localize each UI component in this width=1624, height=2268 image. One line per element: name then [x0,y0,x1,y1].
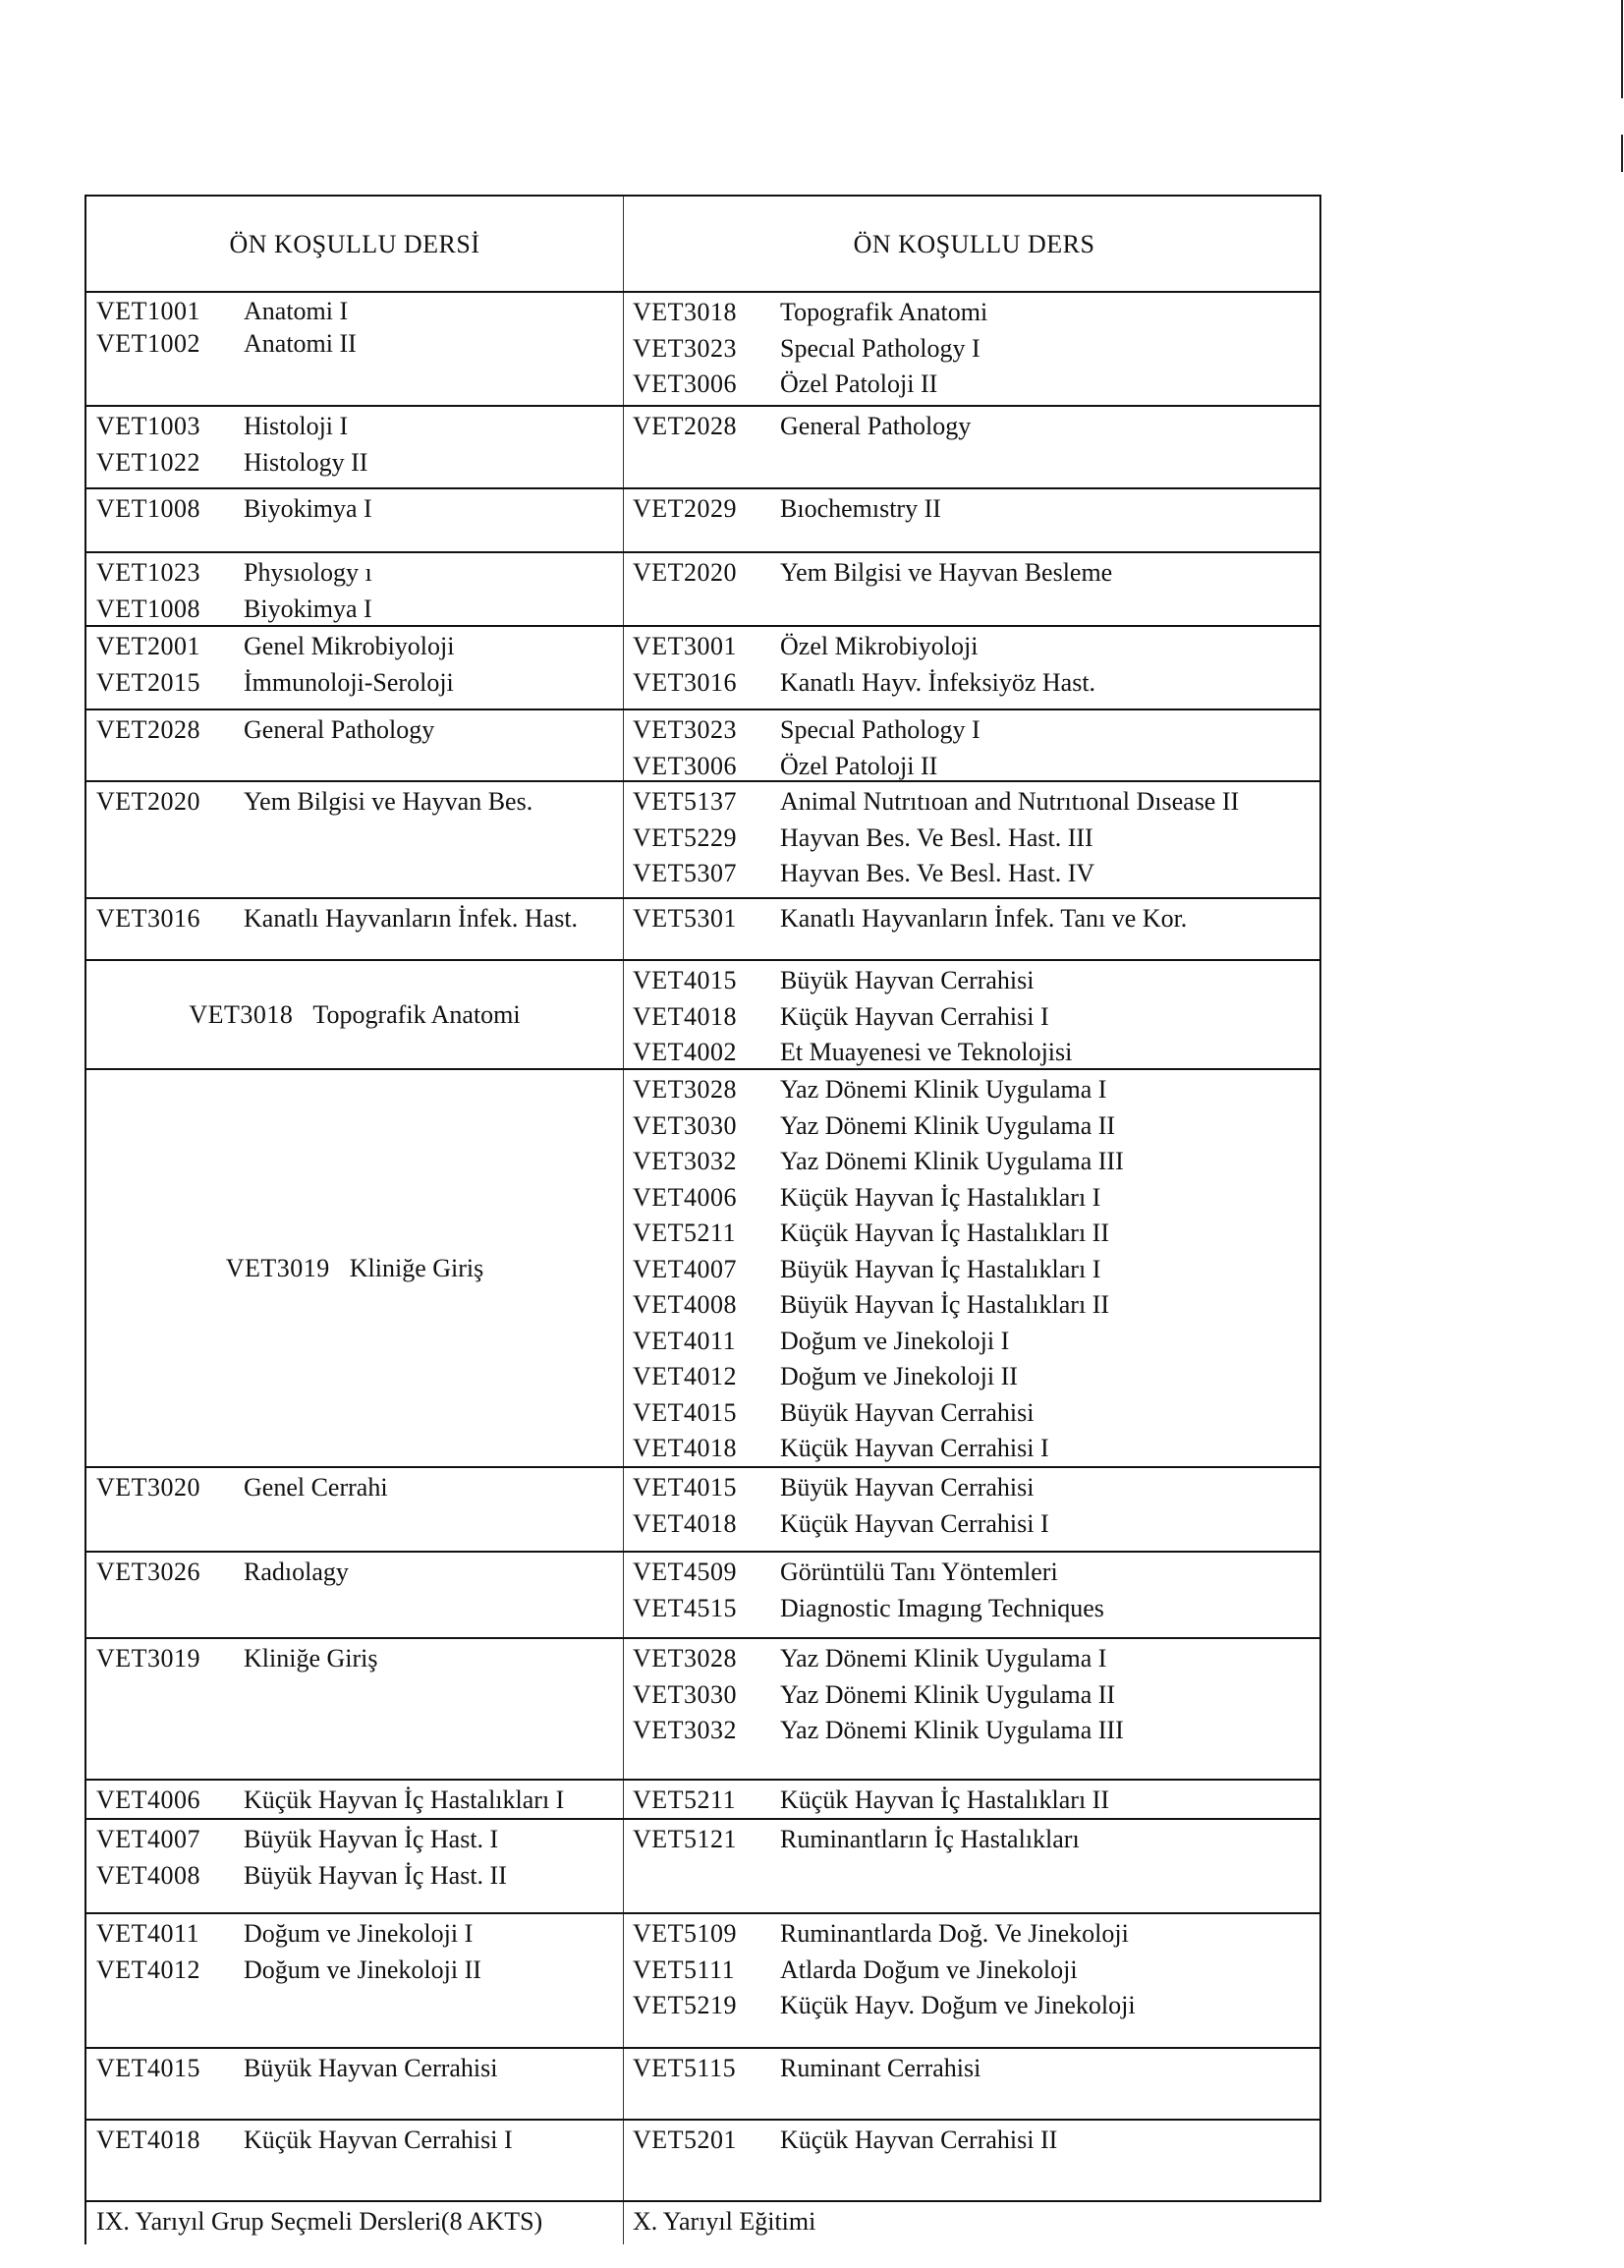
table-row [84,405,1321,487]
course-name: Küçük Hayvan Cerrahisi I [780,1001,1049,1031]
course-entry [189,997,520,1034]
course-entry [96,784,623,821]
semester-x-text: X. Yarıyıl Eğitimi [633,2207,816,2236]
course-entry [633,1988,1323,2024]
course-name: Küçük Hayvan Cerrahisi II [780,2126,1058,2154]
course-name: Küçük Hayvan İç Hastalıkları I [780,1182,1101,1212]
course-entry [633,665,1323,702]
course-name: Doğum ve Jinekoloji II [244,1955,481,1984]
course-code: VET4006 [96,1786,201,1814]
course-name: Kanatlı Hayv. İnfeksiyöz Hast. [780,667,1096,697]
course-code: VET4011 [633,1326,737,1355]
dependent-course-cell [623,1553,1323,1637]
course-entry [633,331,1323,368]
table-row [84,1466,1321,1551]
table-row [84,709,1321,780]
course-code: VET5219 [633,1991,738,2019]
course-name: General Pathology [244,715,435,744]
course-code: VET2029 [633,494,738,523]
course-entry [96,592,623,628]
course-name: Küçük Hayvan İç Hastalıkları I [244,1786,565,1814]
course-entry [633,1324,1323,1360]
course-entry [633,1916,1323,1953]
course-name: Yaz Dönemi Klinik Uygulama II [780,1679,1116,1709]
course-name: Görüntülü Tanı Yöntemleri [780,1558,1058,1586]
course-entry [633,1822,1323,1858]
course-entry [226,1251,484,1287]
course-entry [96,1555,623,1591]
course-entry [96,295,623,327]
course-name: Hayvan Bes. Ve Besl. Hast. IV [780,859,1095,887]
course-name: Radıolagy [244,1558,349,1586]
course-name: Küçük Hayvan Cerrahisi I [780,1508,1049,1538]
course-name: Biyokimya I [244,594,372,623]
course-name: Küçük Hayvan Cerrahisi I [780,1434,1049,1462]
course-code: VET4008 [96,1860,201,1890]
course-name: Kliniğe Giriş [244,1644,378,1673]
dependent-course-cell [623,782,1323,897]
dependent-course-cell [623,1781,1323,1818]
course-code: VET3026 [96,1558,201,1586]
table-row [84,1551,1321,1637]
course-entry [96,555,623,592]
course-entry [96,409,623,445]
centered-entry-wrap [189,997,520,1034]
course-name: General Pathology [780,412,972,440]
course-name: Ruminantların İç Hastalıkları [780,1825,1080,1853]
dependent-course-cell [623,1070,1323,1466]
dependent-course-cell [623,1914,1323,2047]
course-code: VET4015 [633,966,738,994]
course-entry [633,367,1323,403]
course-entry [633,1035,1323,1071]
prerequisite-cell [86,710,623,780]
table-row [84,897,1321,959]
course-entry [633,999,1323,1036]
course-entry [633,1713,1323,1749]
centered-entry-wrap [226,1251,484,1287]
course-code: VET3019 [96,1644,201,1673]
course-code: VET5229 [633,822,738,852]
course-entry [96,445,623,482]
course-code: VET3028 [633,1075,738,1104]
course-code: VET1022 [96,447,201,477]
course-name: Büyük Hayvan Cerrahisi [780,966,1035,994]
course-code: VET4018 [96,2126,201,2154]
table-row [84,780,1321,897]
dependent-course-cell [623,1820,1323,1912]
course-code: VET5111 [633,1955,736,1984]
course-entry [96,1641,623,1677]
prerequisite-cell [86,1468,623,1551]
course-name: Biyokimya I [244,494,372,523]
course-code: VET4012 [633,1362,738,1390]
course-name: Kanatlı Hayvanların İnfek. Tanı ve Kor. [780,904,1188,933]
course-code: VET5137 [633,787,738,816]
course-code: VET3018 [189,1000,294,1030]
course-name: Topografik Anatomi [312,1000,521,1030]
course-entry [633,1591,1323,1627]
scan-edge-mark-top [1621,0,1623,98]
course-entry [633,1287,1323,1324]
course-code: VET2028 [633,412,738,440]
dependent-course-cell [623,407,1323,487]
course-name: Genel Cerrahi [244,1473,388,1502]
course-entry [633,784,1323,821]
course-code: VET2028 [96,715,201,744]
course-entry [96,1822,623,1858]
prerequisite-cell [86,1781,623,1818]
course-entry [633,1144,1323,1180]
course-name: Kanatlı Hayvanların İnfek. Hast. [244,904,579,933]
dependent-course-cell [623,553,1323,625]
course-entry [633,409,1323,445]
semester-x-label [623,2202,1323,2244]
course-entry [633,2051,1323,2087]
course-name: Atlarda Doğum ve Jinekoloji [780,1955,1078,1984]
prerequisite-cell [86,553,623,625]
course-name: Topografik Anatomi [780,298,988,326]
table-row [84,1637,1321,1779]
course-code: VET5211 [633,1219,737,1247]
course-name: Specıal Pathology I [780,333,980,363]
prerequisite-cell [86,407,623,487]
course-name: Bıochemıstry II [780,494,941,523]
prerequisite-cell [86,961,623,1068]
table-header [84,195,1321,291]
course-code: VET3019 [225,1254,330,1283]
dependent-course-cell [623,2121,1323,2200]
course-code: VET2020 [633,558,738,587]
course-entry [96,1858,623,1895]
table-row [84,487,1321,551]
course-entry [633,1431,1323,1467]
course-code: VET5115 [633,2054,737,2082]
semester-ix-elective-label [86,2202,623,2244]
course-code: VET3001 [633,632,738,660]
course-entry [96,1470,623,1506]
course-entry [633,901,1323,937]
course-entry [633,1953,1323,1989]
course-name: Doğum ve Jinekoloji I [780,1326,1010,1355]
course-name: Büyük Hayvan İç Hastalıkları I [780,1254,1101,1283]
header-prerequisite-course: ÖN KOŞULLU DERSİ [229,230,480,258]
course-code: VET4011 [96,1919,200,1948]
course-code: VET3028 [633,1644,738,1673]
course-code: VET3006 [633,751,738,780]
course-code: VET4006 [633,1182,738,1212]
course-code: VET1001 [96,297,201,325]
course-name: Animal Nutrıtıoan and Nutrıtıonal Dısease II [780,787,1240,816]
prerequisite-cell [86,2121,623,2200]
course-entry [633,1783,1323,1819]
course-code: VET5109 [633,1919,738,1948]
course-name: Histology II [244,447,368,477]
course-name: Yaz Dönemi Klinik Uygulama III [780,1147,1124,1175]
course-entry [633,1677,1323,1714]
course-entry [633,1180,1323,1217]
course-entry [633,629,1323,665]
dependent-course-cell [623,899,1323,959]
course-code: VET4008 [633,1290,738,1319]
course-entry [96,2051,623,2087]
prerequisite-cell [86,293,623,405]
prerequisite-cell [86,489,623,551]
course-code: VET3020 [96,1473,201,1502]
course-entry [96,629,623,665]
prerequisite-cell [86,1820,623,1912]
course-code: VET4015 [96,2054,201,2082]
course-code: VET1023 [96,558,201,587]
course-entry [633,1108,1323,1145]
course-entry [633,1470,1323,1506]
course-entry [633,1641,1323,1677]
course-code: VET4015 [633,1473,738,1502]
course-name: Physıology ı [244,558,372,587]
course-name: Kliniğe Giriş [349,1254,484,1283]
course-code: VET3023 [633,333,738,363]
course-code: VET4015 [633,1397,738,1427]
table-row [84,959,1321,1068]
course-code: VET1008 [96,494,201,523]
dependent-course-cell [623,710,1323,780]
course-entry [633,856,1323,892]
course-entry [633,1216,1323,1252]
course-code: VET3032 [633,1147,738,1175]
course-code: VET4012 [96,1955,201,1984]
course-entry [633,821,1323,857]
course-code: VET4007 [96,1825,201,1853]
course-entry [96,1953,623,1989]
course-name: Doğum ve Jinekoloji I [244,1919,474,1948]
table-row [84,291,1321,405]
course-name: Genel Mikrobiyoloji [244,632,455,660]
course-code: VET3030 [633,1679,738,1709]
course-entry [96,1916,623,1953]
course-name: Anatomi I [244,297,349,325]
dependent-course-cell [623,293,1323,405]
course-name: Yaz Dönemi Klinik Uygulama II [780,1110,1116,1140]
course-name: Anatomi II [244,329,357,358]
course-code: VET4515 [633,1593,738,1622]
course-entry [633,2123,1323,2159]
course-name: Yaz Dönemi Klinik Uygulama III [780,1716,1124,1744]
dependent-course-cell [623,1468,1323,1551]
dependent-course-cell [623,627,1323,709]
course-code: VET3032 [633,1716,738,1744]
course-entry [633,1359,1323,1395]
course-name: Yem Bilgisi ve Hayvan Besleme [780,558,1113,587]
course-name: Büyük Hayvan Cerrahisi [780,1397,1035,1427]
prerequisite-cell [86,1070,623,1466]
course-code: VET2020 [96,787,201,816]
course-entry [633,712,1323,749]
course-code: VET2015 [96,667,201,697]
course-name: Küçük Hayvan Cerrahisi I [244,2126,513,2154]
course-entry [633,963,1323,999]
course-name: Yaz Dönemi Klinik Uygulama I [780,1075,1107,1104]
course-code: VET5211 [633,1786,737,1814]
prerequisite-cell [86,782,623,897]
course-entry [96,327,623,360]
course-name: Büyük Hayvan Cerrahisi [244,2054,498,2082]
course-code: VET5307 [633,859,738,887]
course-name: İmmunoloji-Seroloji [244,667,454,697]
table-row [84,1068,1321,1466]
table-row [84,1912,1321,2047]
course-entry [96,665,623,702]
course-code: VET3018 [633,298,738,326]
course-name: Büyük Hayvan İç Hastalıkları II [780,1290,1110,1319]
course-name: Ruminant Cerrahisi [780,2054,981,2082]
header-dependent-course: ÖN KOŞULLU DERS [623,197,1324,293]
table-row [84,2119,1321,2200]
course-name: Histoloji I [244,412,349,440]
course-name: Özel Mikrobiyoloji [780,632,979,660]
course-code: VET5121 [633,1825,738,1853]
prerequisite-cell [86,1553,623,1637]
course-entry [633,1072,1323,1108]
course-entry [633,1252,1323,1288]
dependent-course-cell [623,961,1323,1068]
course-code: VET3023 [633,715,738,744]
course-name: Büyük Hayvan İç Hast. I [244,1825,499,1853]
course-code: VET1008 [96,594,201,623]
course-code: VET1003 [96,412,201,440]
course-entry [96,901,623,937]
course-name: Özel Patoloji II [780,369,938,398]
course-code: VET4007 [633,1254,738,1283]
semester-ix-text: IX. Yarıyıl Grup Seçmeli Dersleri(8 AKTS) [96,2207,543,2236]
table-row [84,2047,1321,2119]
course-name: Büyük Hayvan Cerrahisi [780,1473,1035,1502]
scan-edge-mark-lower [1621,135,1623,172]
course-entry [96,491,623,528]
prerequisite-cell [86,2049,623,2119]
course-name: Diagnostic Imagıng Techniques [780,1593,1104,1622]
course-name: Doğum ve Jinekoloji II [780,1362,1018,1390]
course-entry [633,1506,1323,1543]
course-name: Küçük Hayv. Doğum ve Jinekoloji [780,1991,1136,2019]
course-code: VET5201 [633,2126,738,2154]
course-code: VET4509 [633,1558,738,1586]
course-entry [96,1783,623,1819]
course-code: VET3016 [633,667,738,697]
course-name: Ruminantlarda Doğ. Ve Jinekoloji [780,1919,1129,1948]
course-code: VET5301 [633,904,738,933]
prerequisite-cell [86,627,623,709]
course-code: VET4018 [633,1508,738,1538]
course-name: Yaz Dönemi Klinik Uygulama I [780,1644,1107,1673]
course-entry [633,749,1323,785]
course-entry [633,1395,1323,1432]
course-code: VET4018 [633,1434,738,1462]
course-entry [96,712,623,749]
dependent-course-cell [623,489,1323,551]
course-code: VET3030 [633,1110,738,1140]
semester-footer-row [84,2200,1321,2244]
course-code: VET4002 [633,1038,738,1066]
course-code: VET2001 [96,632,201,660]
course-entry [633,1555,1323,1591]
course-name: Specıal Pathology I [780,715,980,744]
course-entry [633,491,1323,528]
table-row [84,625,1321,709]
course-code: VET4018 [633,1001,738,1031]
course-entry [633,555,1323,592]
course-code: VET3006 [633,369,738,398]
course-code: VET1002 [96,329,201,358]
course-name: Et Muayenesi ve Teknolojisi [780,1038,1073,1066]
course-code: VET3016 [96,904,201,933]
course-name: Küçük Hayvan İç Hastalıkları II [780,1219,1109,1247]
table-row [84,1779,1321,1818]
dependent-course-cell [623,2049,1323,2119]
prerequisite-cell [86,899,623,959]
course-name: Büyük Hayvan İç Hast. II [244,1860,507,1890]
prerequisite-cell [86,1914,623,2047]
course-entry [96,2123,623,2159]
course-name: Özel Patoloji II [780,751,938,780]
course-entry [633,295,1323,331]
dependent-course-cell [623,1639,1323,1779]
table-row [84,1818,1321,1912]
prerequisite-cell [86,1639,623,1779]
table-row [84,551,1321,625]
course-name: Yem Bilgisi ve Hayvan Bes. [244,787,533,816]
course-name: Hayvan Bes. Ve Besl. Hast. III [780,822,1093,852]
course-name: Küçük Hayvan İç Hastalıkları II [780,1786,1109,1814]
